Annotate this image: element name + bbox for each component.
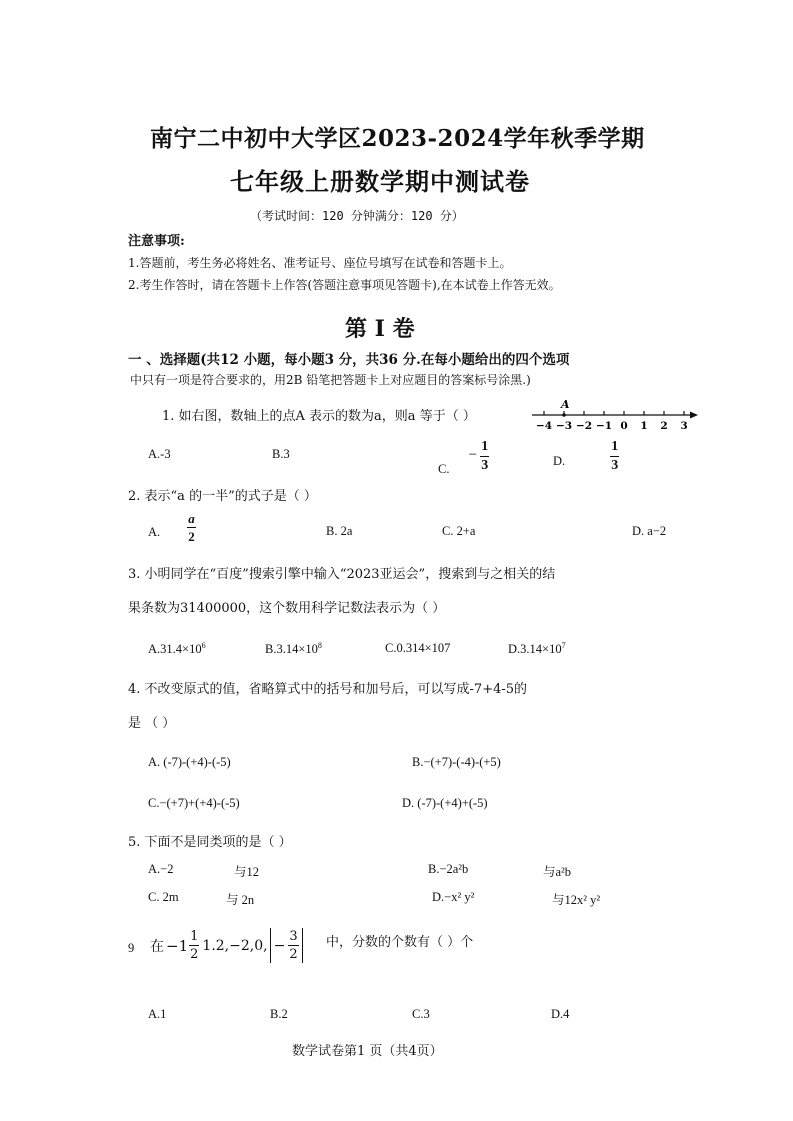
question-9-number: 9 <box>128 941 135 955</box>
option-a-fraction <box>187 512 196 543</box>
point-a-marker <box>562 413 566 417</box>
option-b-base: B.3.14×10 <box>265 642 318 657</box>
question-3-option-d <box>508 641 566 657</box>
page-footer: 数学试卷第1 页（共4页） <box>292 1044 443 1059</box>
number-line-tick-label: 0 <box>620 420 628 432</box>
question-3-line-2: 果条数为31400000，这个数用科学记数法表示为（ ） <box>128 601 446 616</box>
question-3-line-1: 3. 小明同学在“百度”搜索引擎中输入“2023亚运会”，搜索到与之相关的结 <box>128 567 556 582</box>
question-3-option-b <box>265 641 322 657</box>
question-4-line-1: 4. 不改变原式的值，省略算式中的括号和加号后，可以写成-7+4-5的 <box>128 682 528 697</box>
question-2-option-d: D. a−2 <box>632 524 667 538</box>
option-d-prefix: D. <box>553 454 566 469</box>
number-line-tick-label: 1 <box>640 420 648 432</box>
absolute-value-denominator: 2 <box>289 947 298 962</box>
question-4-option-a: A. (-7)-(+4)-(-5) <box>148 755 231 769</box>
question-1-option-a: A.-3 <box>148 447 171 461</box>
option-a-base: A.31.4×10 <box>148 642 202 657</box>
question-2-option-a <box>148 512 196 543</box>
question-2-option-b: B. 2a <box>326 524 353 538</box>
question-1-option-b: B.3 <box>272 447 290 461</box>
question-9-option-c: C.3 <box>412 1007 430 1021</box>
question-4-line-2: 是 （ ） <box>128 716 176 731</box>
option-c-numerator: 1 <box>480 440 489 457</box>
option-d-fraction <box>610 440 619 473</box>
question-2-option-c: C. 2+a <box>442 524 476 538</box>
number-line-tick-label: −4 <box>535 420 553 432</box>
option-b-exponent: 8 <box>317 641 322 650</box>
option-a-exponent: 6 <box>201 641 206 650</box>
question-5-option-a-term2: 与12 <box>234 865 260 879</box>
number-line-tick-label: 3 <box>680 420 688 432</box>
mixed-number-denominator: 2 <box>190 947 199 962</box>
absolute-value-fraction <box>288 930 298 961</box>
option-d-exponent: 7 <box>561 641 566 650</box>
question-9-option-d: D.4 <box>551 1007 570 1021</box>
exam-info: （考试时间：120 分钟满分：120 分） <box>250 209 464 223</box>
point-a-label: A <box>561 398 570 411</box>
question-5-stem: 5. 下面不是同类项的是（ ） <box>128 835 292 850</box>
number-line-tick-label: −3 <box>555 420 573 432</box>
question-9-tail: 中，分数的个数有（ ）个 <box>326 935 474 950</box>
question-1-option-c <box>438 439 489 477</box>
option-d-denominator: 3 <box>611 458 619 473</box>
option-c-prefix: C. <box>438 462 450 477</box>
absolute-value <box>270 928 303 963</box>
number-line-tick-label: −2 <box>575 420 593 432</box>
question-5-option-a-term1: A.−2 <box>148 862 174 876</box>
question-1-stem: 1. 如右图，数轴上的点A 表示的数为a，则a 等于（ ） <box>162 409 476 424</box>
question-4-option-c: C.−(+7)+(+4)-(-5) <box>148 796 240 810</box>
section-1-line-1: 一 、选择题(共12 小题，每小题3 分，共36 分.在每小题给出的四个选项 <box>128 352 570 368</box>
question-9-lead: 在 <box>150 938 164 955</box>
volume-title: 第 I 卷 <box>345 316 415 342</box>
question-5-option-c-term1: C. 2m <box>148 890 179 904</box>
question-9-option-a: A.1 <box>148 1007 167 1021</box>
question-4-option-d: D. (-7)-(+4)+(-5) <box>402 796 488 810</box>
question-3-option-c: C.0.314×107 <box>385 641 451 655</box>
absolute-value-numerator: 3 <box>289 929 298 944</box>
absolute-value-sign: − <box>273 937 286 954</box>
notes-item-2: 2.考生作答时，请在答题卡上作答(答题注意事项见答题卡),在本试卷上作答无效。 <box>128 278 561 292</box>
question-9-expression <box>150 928 303 963</box>
number-line-diagram <box>528 396 703 434</box>
option-a-numerator: a <box>188 511 195 526</box>
option-d-numerator: 1 <box>610 440 619 457</box>
option-c-fraction <box>480 440 489 473</box>
question-3-option-a <box>148 641 206 657</box>
question-5-option-c-term2: 与 2n <box>226 893 255 907</box>
number-line-tick-label: −1 <box>595 420 613 432</box>
question-1-option-d <box>553 440 619 473</box>
section-1-line-2: 中只有一项是符合要求的，用2B 铅笔把答题卡上对应题目的答案标号涂黑.) <box>130 373 531 387</box>
exam-title-line1: 南宁二中初中大学区2023-2024学年秋季学期 <box>150 125 645 152</box>
option-c-denominator: 3 <box>481 458 489 473</box>
question-4-option-b: B.−(+7)-(-4)-(+5) <box>412 755 501 769</box>
question-5-option-b-term2: 与a²b <box>543 865 572 879</box>
notes-item-1: 1.答题前，考生务必将姓名、准考证号、座位号填写在试卷和答题卡上。 <box>128 256 512 270</box>
question-9-option-b: B.2 <box>270 1007 288 1021</box>
mixed-number-numerator: 1 <box>190 929 199 944</box>
mixed-number-fraction <box>189 930 199 961</box>
option-c-sign: − <box>468 447 478 464</box>
option-a-prefix: A. <box>148 525 161 540</box>
question-5-option-d-term1: D.−x² y² <box>432 890 475 904</box>
option-a-denominator: 2 <box>188 529 195 544</box>
number-line-tick-label: 2 <box>660 420 668 432</box>
number-line-arrow <box>690 412 698 419</box>
option-d-base: D.3.14×10 <box>508 642 562 657</box>
mixed-number-whole: −1 <box>166 936 189 955</box>
number-list: 1.2,−2,0, <box>202 937 268 954</box>
notes-heading: 注意事项: <box>128 234 185 249</box>
exam-title-line2: 七年级上册数学期中测试卷 <box>230 167 530 196</box>
question-2-stem: 2. 表示“a 的一半”的式子是（ ） <box>128 489 317 504</box>
question-5-option-d-term2: 与12x² y² <box>552 893 601 907</box>
question-5-option-b-term1: B.−2a²b <box>428 862 469 876</box>
